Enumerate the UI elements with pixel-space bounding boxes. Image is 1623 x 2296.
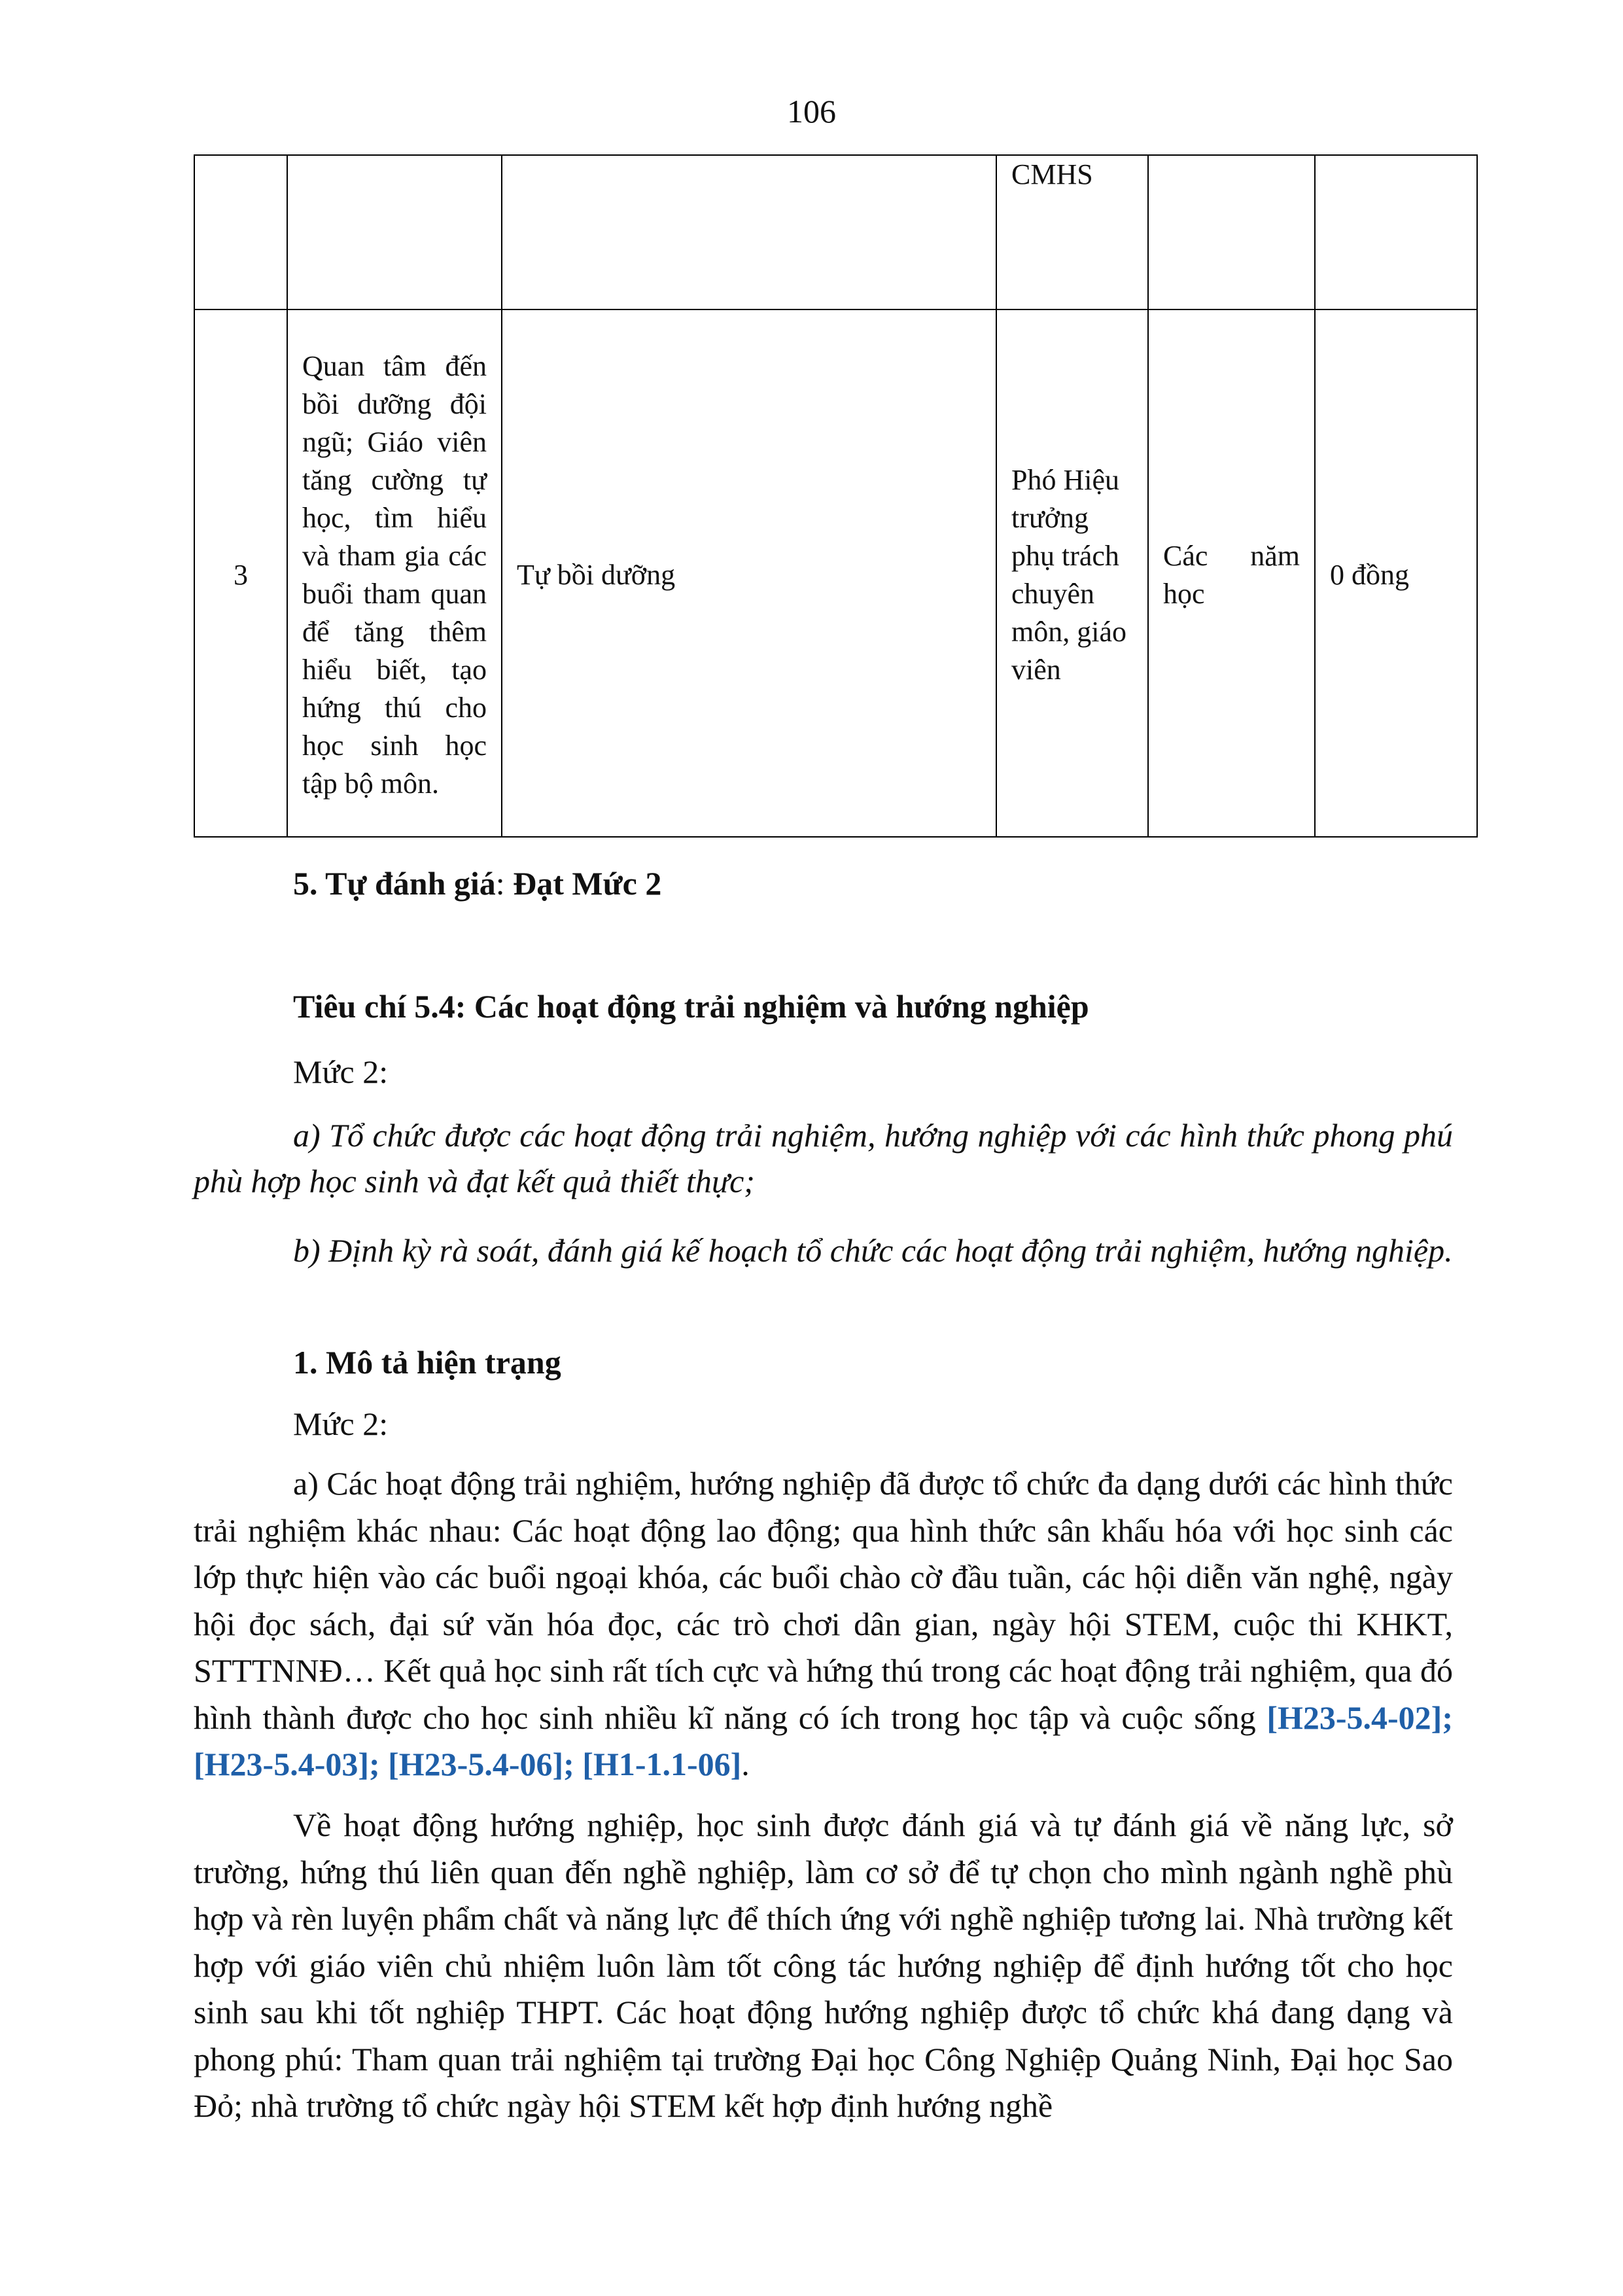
table-row <box>194 155 1477 309</box>
self-assessment-value: Đạt Mức 2 <box>513 865 662 902</box>
section-title: 1. Mô tả hiện trạng <box>293 1344 561 1381</box>
criterion-a: a) Tổ chức được các hoạt động trải nghiệm, hướng nghiệp với các hình thức phong phú phù hợp học sinh và đạt kết quả thiết thực; <box>194 1117 1453 1199</box>
cell-time: Các năm học <box>1148 309 1315 837</box>
criterion-title: Tiêu chí 5.4: Các hoạt động trải nghiệm và hướng nghiệp <box>293 988 1089 1025</box>
cell-time <box>1148 155 1315 309</box>
self-assessment-label: 5. Tự đánh giá <box>293 865 496 902</box>
self-assessment <box>293 864 1453 903</box>
level-label: Mức 2: <box>293 1053 389 1090</box>
cell-content <box>287 155 502 309</box>
criterion-b: b) Định kỳ rà soát, đánh giá kế hoạch tổ chức các hoạt động trải nghiệm, hướng nghiệp. <box>293 1232 1453 1269</box>
paragraph-a <box>194 1460 1453 1788</box>
cell-no <box>194 155 287 309</box>
self-assessment-sep: : <box>495 865 514 902</box>
cell-measure <box>502 155 996 309</box>
paragraph-b: Về hoạt động hướng nghiệp, học sinh được đánh giá và tự đánh giá về năng lực, sở trường, hứng thú liên quan đến nghề nghiệp, làm cơ sở để tự chọn cho mình ngành nghề phù hợp và rèn luyện phẩm chất và năng lực để thích ứng với nghề nghiệp tương lai. Nhà trường kết hợp với giáo viên chủ nhiệm luôn làm tốt công tác hướng nghiệp để định hướng tốt cho học sinh sau khi tốt nghiệp THPT. Các hoạt động hướng nghiệp được tổ chức khá đang dạng và phong phú: Tham quan trải nghiệm tại trường Đại học Công Nghiệp Quảng Ninh, Đại học Sao Đỏ; nhà trường tổ chức ngày hội STEM kết hợp định hướng nghề <box>194 1807 1453 2124</box>
evidence-citations: [H23-5.4-02]; [H23-5.4-03]; [H23-5.4-06]; [H1-1.1-06] <box>194 1699 1453 1782</box>
cell-no: 3 <box>194 309 287 837</box>
cell-cost: 0 đồng <box>1315 309 1477 837</box>
paragraph-a-end: . <box>741 1746 750 1782</box>
paragraph-a-text: a) Các hoạt động trải nghiệm, hướng nghiệp đã được tổ chức đa dạng dưới các hình thức trải nghiệm khác nhau: Các hoạt động lao động; qua hình thức sân khấu hóa với học sinh các lớp thực hiện vào các buổi ngoại khóa, các buổi chào cờ đầu tuần, các hội diễn văn nghệ, ngày hội đọc sách, đại sứ văn hóa đọc, các trò chơi dân gian, ngày hội STEM, cuộc thi KHKT, STTTNNĐ… Kết quả học sinh rất tích cực và hứng thú trong các hoạt động trải nghiệm, qua đó hình thành được cho học sinh nhiều kĩ năng có ích trong học tập và cuộc sống <box>194 1465 1453 1736</box>
cell-content: Quan tâm đến bồi dưỡng đội ngũ; Giáo viên tăng cường tự học, tìm hiểu và tham gia các buổi tham quan để tăng thêm hiểu biết, tạo hứng thú cho học sinh học tập bộ môn. <box>287 309 502 837</box>
cell-cost <box>1315 155 1477 309</box>
table-row <box>194 309 1477 837</box>
level-label-2: Mức 2: <box>293 1405 389 1442</box>
page-number: 106 <box>787 93 836 130</box>
cell-measure: Tự bồi dưỡng <box>502 309 996 837</box>
cell-responsible: CMHS <box>996 155 1148 309</box>
cell-responsible: Phó Hiệu trưởng phụ trách chuyên môn, giáo viên <box>996 309 1148 837</box>
plan-table <box>194 154 1478 838</box>
